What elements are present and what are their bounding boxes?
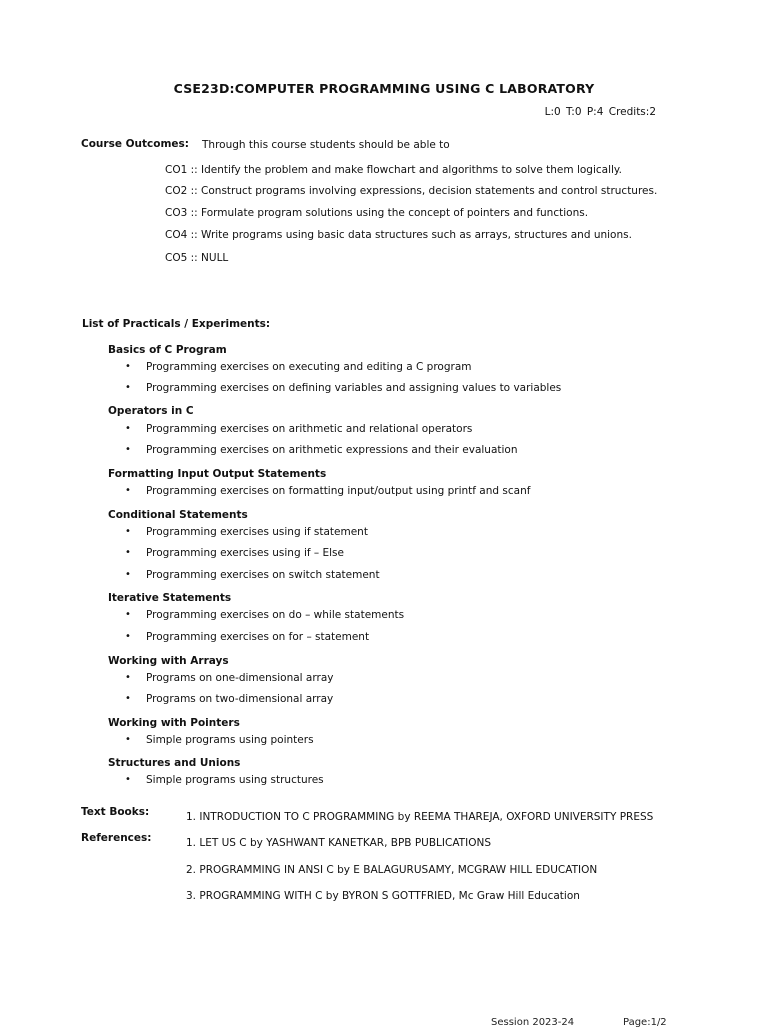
ltp-credits: L:0 T:0 P:4 Credits:2 bbox=[544, 106, 656, 118]
bullet-icon: • bbox=[125, 672, 131, 683]
section-title: Working with Arrays bbox=[108, 655, 229, 667]
practical-item: Programming exercises using if statement bbox=[146, 526, 368, 538]
document-title: CSE23D:COMPUTER PROGRAMMING USING C LABORATORY bbox=[173, 81, 595, 96]
co-item: CO5 :: NULL bbox=[165, 252, 229, 264]
co-item: CO3 :: Formulate program solutions using the concept of pointers and functions. bbox=[165, 207, 589, 219]
text-books-label: Text Books: bbox=[81, 806, 150, 818]
section-title: Working with Pointers bbox=[108, 717, 240, 729]
section-title: Basics of C Program bbox=[108, 344, 227, 356]
bullet-icon: • bbox=[125, 569, 131, 580]
references-label: References: bbox=[81, 832, 152, 844]
section-title: Structures and Unions bbox=[108, 757, 241, 769]
practical-item: Programming exercises on executing and editing a C program bbox=[146, 361, 472, 373]
practical-item: Simple programs using pointers bbox=[146, 734, 314, 746]
bullet-icon: • bbox=[125, 361, 131, 372]
practical-item: Programming exercises on switch statement bbox=[146, 569, 380, 581]
bullet-icon: • bbox=[125, 693, 131, 704]
bullet-icon: • bbox=[125, 774, 131, 785]
practical-item: Programs on two-dimensional array bbox=[146, 693, 334, 705]
reference-item: 3. PROGRAMMING WITH C by BYRON S GOTTFRIED, Mc Graw Hill Education bbox=[186, 890, 580, 902]
bullet-icon: • bbox=[125, 526, 131, 537]
practical-item: Programming exercises using if – Else bbox=[146, 547, 344, 559]
practicals-heading: List of Practicals / Experiments: bbox=[82, 318, 271, 330]
course-outcomes-label: Course Outcomes: bbox=[81, 138, 189, 150]
practical-item: Simple programs using structures bbox=[146, 774, 324, 786]
practical-item: Programming exercises on arithmetic and relational operators bbox=[146, 423, 473, 435]
footer-session: Session 2023-24 bbox=[491, 1017, 575, 1028]
co-item: CO2 :: Construct programs involving expressions, decision statements and control structures. bbox=[165, 185, 658, 197]
bullet-icon: • bbox=[125, 631, 131, 642]
practical-item: Programming exercises on do – while statements bbox=[146, 609, 405, 621]
co-item: CO4 :: Write programs using basic data structures such as arrays, structures and unions. bbox=[165, 229, 632, 241]
bullet-icon: • bbox=[125, 547, 131, 558]
practical-item: Programs on one-dimensional array bbox=[146, 672, 334, 684]
course-outcomes-intro: Through this course students should be able to bbox=[202, 139, 450, 151]
practical-item: Programming exercises on arithmetic expressions and their evaluation bbox=[146, 444, 518, 456]
section-title: Conditional Statements bbox=[108, 509, 248, 521]
practical-item: Programming exercises on defining variables and assigning values to variables bbox=[146, 382, 562, 394]
text-book-item: 1. INTRODUCTION TO C PROGRAMMING by REEMA THAREJA, OXFORD UNIVERSITY PRESS bbox=[186, 811, 654, 823]
co-item: CO1 :: Identify the problem and make flowchart and algorithms to solve them logically. bbox=[165, 164, 622, 176]
practical-item: Programming exercises on for – statement bbox=[146, 631, 370, 643]
bullet-icon: • bbox=[125, 609, 131, 620]
bullet-icon: • bbox=[125, 444, 131, 455]
section-title: Formatting Input Output Statements bbox=[108, 468, 327, 480]
bullet-icon: • bbox=[125, 423, 131, 434]
footer-page-number: Page:1/2 bbox=[623, 1017, 667, 1028]
bullet-icon: • bbox=[125, 734, 131, 745]
section-title: Operators in C bbox=[108, 405, 194, 417]
practical-item: Programming exercises on formatting input/output using printf and scanf bbox=[146, 485, 531, 497]
section-title: Iterative Statements bbox=[108, 592, 232, 604]
reference-item: 2. PROGRAMMING IN ANSI C by E BALAGURUSAMY, MCGRAW HILL EDUCATION bbox=[186, 864, 598, 876]
reference-item: 1. LET US C by YASHWANT KANETKAR, BPB PUBLICATIONS bbox=[186, 837, 491, 849]
bullet-icon: • bbox=[125, 485, 131, 496]
bullet-icon: • bbox=[125, 382, 131, 393]
